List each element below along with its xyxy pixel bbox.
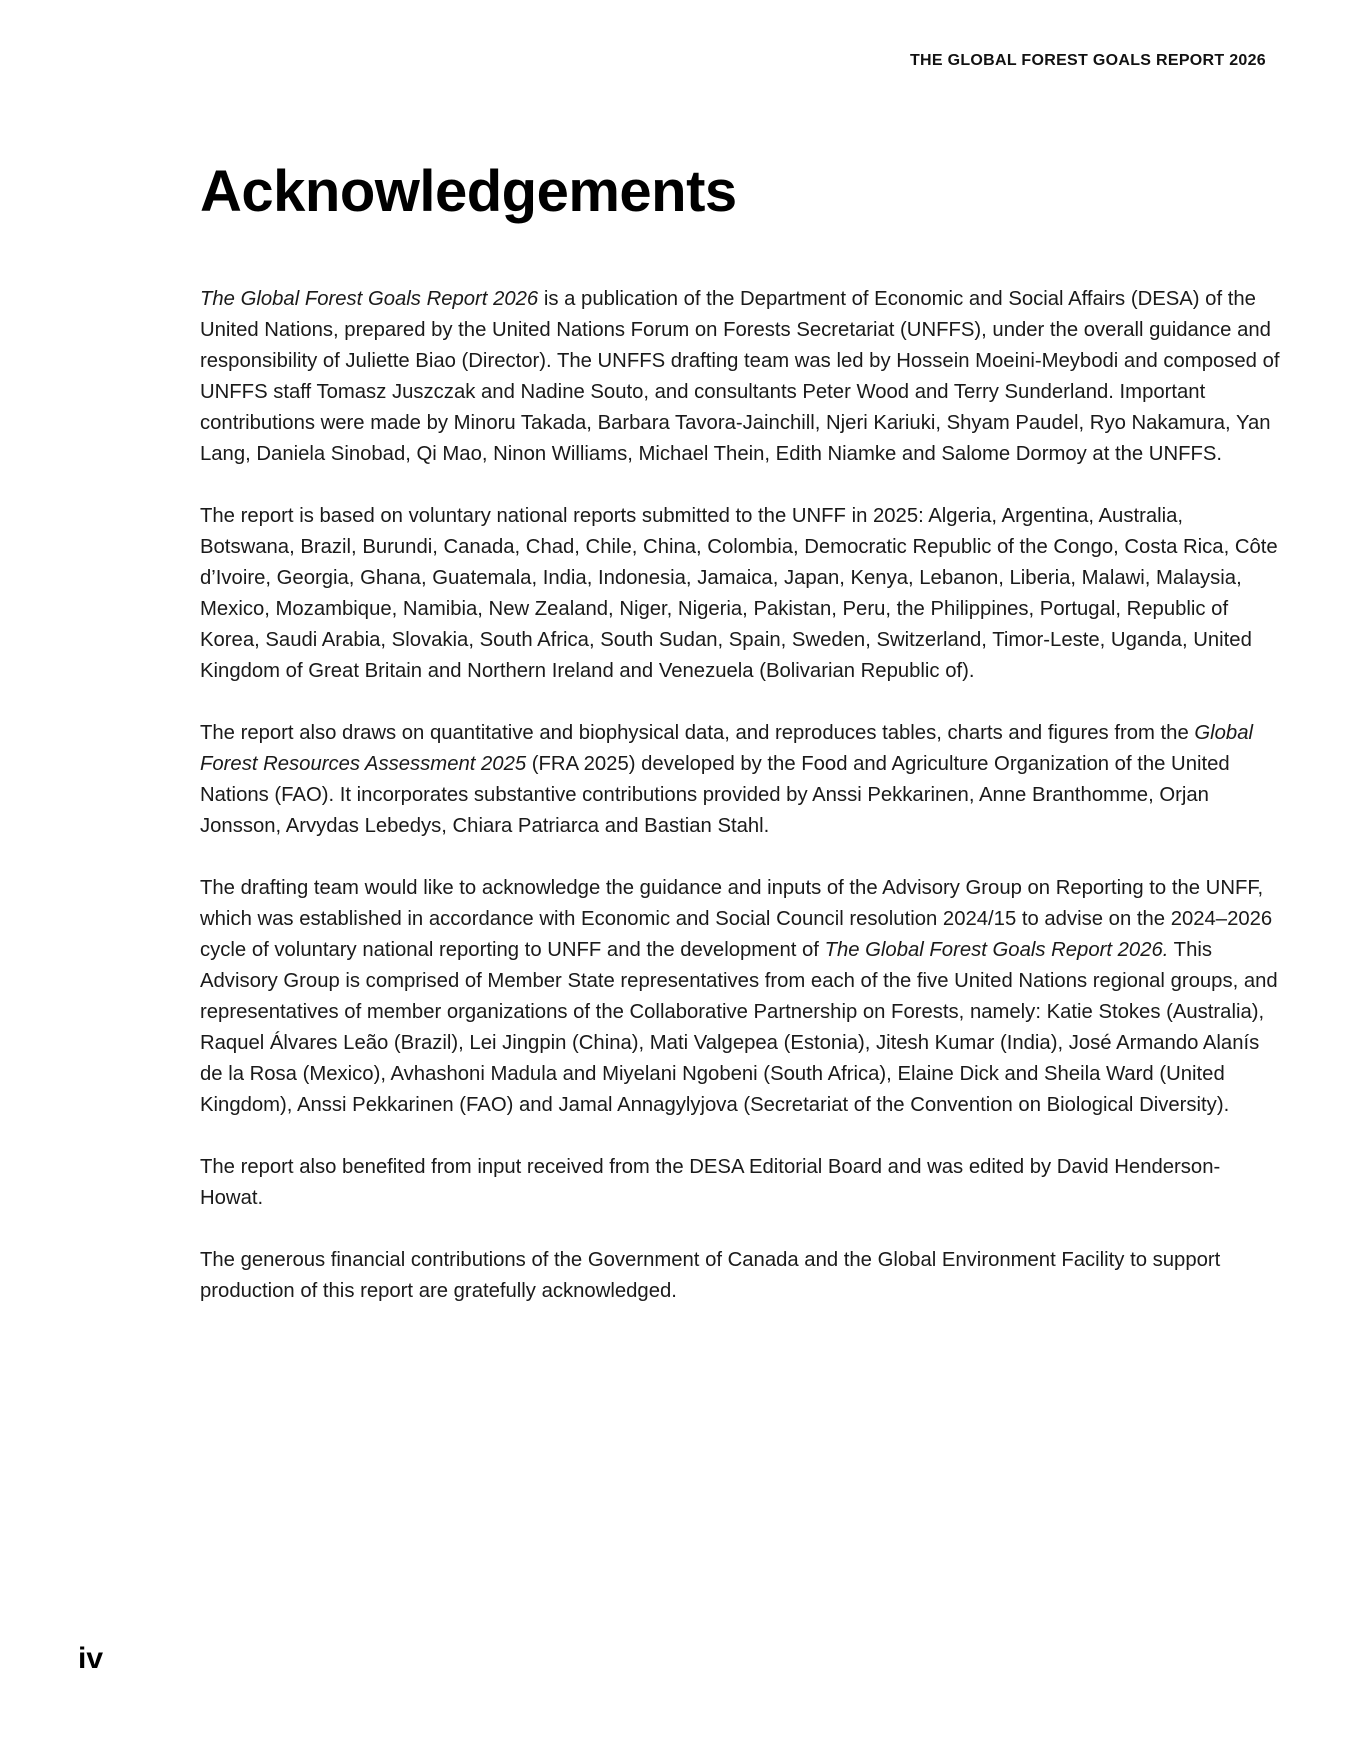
paragraph-text: The report also draws on quantitative and biophysical data, and reproduces tables, charts and figures from the <box>200 721 1195 744</box>
paragraph-fra-data <box>200 718 1280 842</box>
body-text <box>200 284 1280 1307</box>
paragraph-text: is a publication of the Department of Economic and Social Affairs (DESA) of the United Nations, prepared by the United Nations Forum on Forests Secretariat (UNFFS), under the overall guidance and responsibility of Juliette Biao (Director). The UNFFS drafting team was led by Hossein Moeini-Meybodi and composed of UNFFS staff Tomasz Juszczak and Nadine Souto, and consultants Peter Wood and Terry Sunderland. Important contributions were made by Minoru Takada, Barbara Tavora-Jainchill, Njeri Kariuki, Shyam Paudel, Ryo Nakamura, Yan Lang, Daniela Sinobad, Qi Mao, Ninon Williams, Michael Thein, Edith Niamke and Salome Dormoy at the UNFFS. <box>200 287 1280 465</box>
paragraph-text: The drafting team would like to acknowledge the guidance and inputs of the Advisory Group on Reporting to the UNFF, which was established in accordance with Economic and Social Council resolution 2024/15 to advise on the 2024–2026 cycle of voluntary national reporting to UNFF and the development of <box>200 876 1273 961</box>
report-title-italic: The Global Forest Goals Report 2026 <box>200 287 539 310</box>
paragraph-editorial <box>200 1152 1280 1214</box>
paragraph-text: The report is based on voluntary national reports submitted to the UNFF in 2025: Algeria, Argentina, Australia, Botswana, Brazil, Burundi, Canada, Chad, Chile, China, Colombia, Democratic Republic of the Congo, Costa Rica, Côte d’Ivoire, Georgia, Ghana, Guatemala, India, Indonesia, Jamaica, Japan, Kenya, Lebanon, Liberia, Malawi, Malaysia, Mexico, Mozambique, Namibia, New Zealand, Niger, Nigeria, Pakistan, Peru, the Philippines, Portugal, Republic of Korea, Saudi Arabia, Slovakia, South Africa, South Sudan, Spain, Sweden, Switzerland, Timor-Leste, Uganda, United Kingdom of Great Britain and Northern Ireland and Venezuela (Bolivarian Republic of). <box>200 504 1278 682</box>
paragraph-national-reports <box>200 501 1280 687</box>
paragraph-funding <box>200 1245 1280 1307</box>
report-title-italic: The Global Forest Goals Report 2026. <box>824 938 1169 961</box>
paragraph-text: The report also benefited from input received from the DESA Editorial Board and was edited by David Henderson-Howat. <box>200 1155 1221 1209</box>
main-content <box>200 160 1280 1338</box>
paragraph-text: The generous financial contributions of the Government of Canada and the Global Environment Facility to support production of this report are gratefully acknowledged. <box>200 1248 1221 1302</box>
page-number: iv <box>78 1642 104 1675</box>
paragraph-text: This Advisory Group is comprised of Member State representatives from each of the five United Nations regional groups, and representatives of member organizations of the Collaborative Partnership on Forests, namely: Katie Stokes (Australia), Raquel Álvares Leão (Brazil), Lei Jingpin (China), Mati Valgepea (Estonia), Jitesh Kumar (India), José Armando Alanís de la Rosa (Mexico), Avhashoni Madula and Miyelani Ngobeni (South Africa), Elaine Dick and Sheila Ward (United Kingdom), Anssi Pekkarinen (FAO) and Jamal Annagylyjova (Secretariat of the Convention on Biological Diversity). <box>200 938 1278 1116</box>
fra-title-italic: Global Forest Resources Assessment 2025 <box>200 721 1253 775</box>
running-header: THE GLOBAL FOREST GOALS REPORT 2026 <box>909 52 1266 69</box>
paragraph-advisory-group <box>200 873 1280 1121</box>
page-title: Acknowledgements <box>200 159 737 224</box>
paragraph-publication-credits <box>200 284 1280 470</box>
paragraph-text: (FRA 2025) developed by the Food and Agriculture Organization of the United Nations (FAO). It incorporates substantive contributions provided by Anssi Pekkarinen, Anne Branthomme, Orjan Jonsson, Arvydas Lebedys, Chiara Patriarca and Bastian Stahl. <box>200 752 1230 837</box>
